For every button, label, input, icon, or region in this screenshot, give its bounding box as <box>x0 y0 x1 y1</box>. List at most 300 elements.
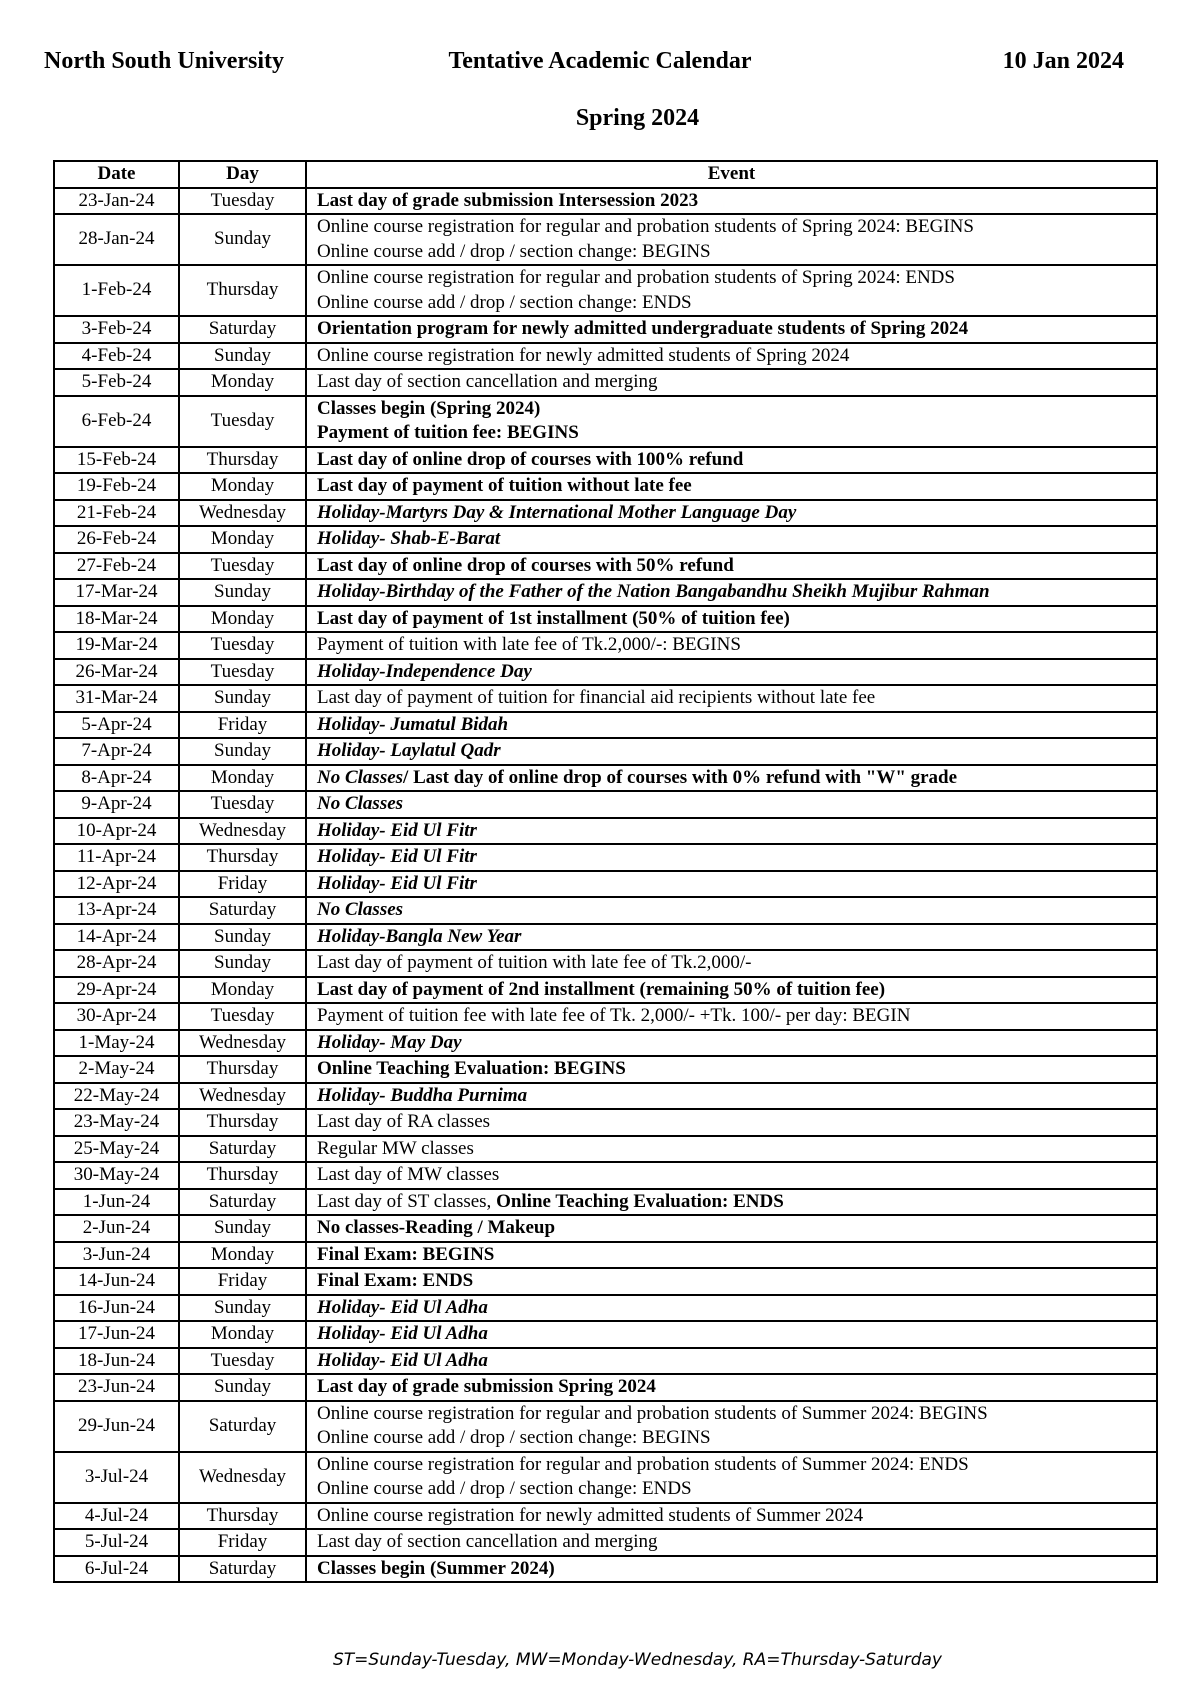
date-cell: 7-Apr-24 <box>54 738 179 765</box>
event-cell <box>306 844 1157 871</box>
table-row <box>54 1030 1157 1057</box>
event-text: Payment of tuition fee: BEGINS <box>317 422 579 443</box>
date-cell: 31-Mar-24 <box>54 685 179 712</box>
event-line <box>317 1504 1148 1529</box>
table-row <box>54 1503 1157 1530</box>
day-cell: Thursday <box>179 447 306 474</box>
event-line <box>317 1031 1148 1056</box>
table-row <box>54 369 1157 396</box>
table-row <box>54 396 1157 447</box>
event-text: Online Teaching Evaluation: ENDS <box>496 1190 784 1212</box>
day-cell: Thursday <box>179 1056 306 1083</box>
day-cell: Thursday <box>179 1503 306 1530</box>
date-cell: 22-May-24 <box>54 1083 179 1110</box>
table-row <box>54 343 1157 370</box>
event-text: Holiday- Eid Ul Adha <box>317 1349 488 1371</box>
date-cell: 12-Apr-24 <box>54 871 179 898</box>
event-cell <box>306 1348 1157 1375</box>
event-cell <box>306 1503 1157 1530</box>
event-cell <box>306 214 1157 265</box>
event-cell <box>306 818 1157 845</box>
event-text: Last day of payment of tuition without late fee <box>317 475 692 496</box>
event-line <box>317 1322 1148 1347</box>
event-cell <box>306 1162 1157 1189</box>
event-text: Last day of payment of 1st installment (50% of tuition fee) <box>317 607 790 629</box>
table-row <box>54 500 1157 527</box>
day-cell: Wednesday <box>179 818 306 845</box>
table-row <box>54 1242 1157 1269</box>
day-cell: Monday <box>179 765 306 792</box>
day-cell: Tuesday <box>179 791 306 818</box>
table-row <box>54 950 1157 977</box>
table-row <box>54 818 1157 845</box>
table-row <box>54 1374 1157 1401</box>
event-text: Last day of payment of tuition for financial aid recipients without late fee <box>317 687 876 708</box>
term-title: Spring 2024 <box>575 105 700 131</box>
table-row <box>54 473 1157 500</box>
event-line <box>317 554 1148 579</box>
date-cell: 25-May-24 <box>54 1136 179 1163</box>
event-text: Holiday- Eid Ul Adha <box>317 1296 488 1318</box>
event-line <box>317 713 1148 738</box>
event-cell <box>306 1109 1157 1136</box>
event-line <box>317 1557 1148 1582</box>
event-cell <box>306 924 1157 951</box>
event-text: Holiday- Eid Ul Fitr <box>317 846 477 867</box>
date-cell: 26-Feb-24 <box>54 526 179 553</box>
event-line <box>317 633 1148 658</box>
event-cell <box>306 1030 1157 1057</box>
date-cell: 14-Apr-24 <box>54 924 179 951</box>
event-line <box>317 925 1148 950</box>
date-cell: 21-Feb-24 <box>54 500 179 527</box>
event-cell <box>306 1321 1157 1348</box>
event-line <box>317 397 1148 422</box>
column-header-event: Event <box>306 161 1157 188</box>
day-cell: Saturday <box>179 316 306 343</box>
date-cell: 6-Jul-24 <box>54 1556 179 1583</box>
event-text: Last day of section cancellation and merging <box>317 371 658 392</box>
table-row <box>54 265 1157 316</box>
event-text: Last day of ST classes, <box>317 1190 497 1212</box>
event-cell <box>306 188 1157 215</box>
event-line <box>317 607 1148 632</box>
date-cell: 28-Jan-24 <box>54 214 179 265</box>
event-cell <box>306 791 1157 818</box>
event-cell <box>306 1215 1157 1242</box>
event-cell <box>306 1056 1157 1083</box>
date-cell: 13-Apr-24 <box>54 897 179 924</box>
event-line <box>317 344 1148 369</box>
day-cell: Thursday <box>179 265 306 316</box>
event-text: Holiday- Eid Ul Fitr <box>317 819 477 841</box>
event-line <box>317 1453 1148 1478</box>
table-header-row <box>54 161 1157 188</box>
footer-legend: ST=Sunday-Tuesday, MW=Monday-Wednesday, RA=Thursday-Saturday <box>333 1650 942 1670</box>
table-row <box>54 871 1157 898</box>
event-text: No Classes <box>317 793 404 814</box>
date-cell: 11-Apr-24 <box>54 844 179 871</box>
event-text: Payment of tuition fee with late fee of Tk. 2,000/- +Tk. 100/- per day: BEGIN <box>317 1005 911 1026</box>
day-cell: Sunday <box>179 579 306 606</box>
day-cell: Wednesday <box>179 1083 306 1110</box>
column-header-day: Day <box>179 161 306 188</box>
event-line <box>317 1004 1148 1029</box>
event-line <box>317 370 1148 395</box>
event-text: Online course registration for regular and probation students of Spring 2024: ENDS <box>317 267 955 288</box>
event-cell <box>306 265 1157 316</box>
table-row <box>54 1136 1157 1163</box>
day-cell: Wednesday <box>179 500 306 527</box>
event-line <box>317 845 1148 870</box>
day-cell: Monday <box>179 977 306 1004</box>
university-name: North South University <box>44 48 285 74</box>
day-cell: Monday <box>179 526 306 553</box>
event-cell <box>306 950 1157 977</box>
table-row <box>54 1056 1157 1083</box>
event-cell <box>306 526 1157 553</box>
event-text: Final Exam: ENDS <box>317 1270 474 1291</box>
event-line <box>317 1402 1148 1427</box>
date-cell: 23-May-24 <box>54 1109 179 1136</box>
event-text: Online course registration for regular and probation students of Summer 2024: ENDS <box>317 1453 969 1475</box>
day-cell: Sunday <box>179 214 306 265</box>
date-cell: 9-Apr-24 <box>54 791 179 818</box>
table-row <box>54 632 1157 659</box>
event-text: Online course add / drop / section change: BEGINS <box>317 240 711 262</box>
date-cell: 3-Feb-24 <box>54 316 179 343</box>
event-cell <box>306 447 1157 474</box>
event-line <box>317 872 1148 897</box>
event-cell <box>306 606 1157 633</box>
table-row <box>54 188 1157 215</box>
event-text: Last day of grade submission Spring 2024 <box>317 1376 656 1397</box>
event-cell <box>306 369 1157 396</box>
table-row <box>54 526 1157 553</box>
date-cell: 18-Mar-24 <box>54 606 179 633</box>
date-cell: 30-Apr-24 <box>54 1003 179 1030</box>
event-cell <box>306 1374 1157 1401</box>
date-cell: 1-Jun-24 <box>54 1189 179 1216</box>
event-text: Final Exam: BEGINS <box>317 1243 495 1265</box>
table-row <box>54 1215 1157 1242</box>
table-row <box>54 606 1157 633</box>
event-cell <box>306 1295 1157 1322</box>
date-cell: 5-Jul-24 <box>54 1529 179 1556</box>
event-cell <box>306 712 1157 739</box>
table-row <box>54 1268 1157 1295</box>
event-line <box>317 1349 1148 1374</box>
day-cell: Sunday <box>179 1215 306 1242</box>
event-text: Online course registration for regular and probation students of Spring 2024: BEGINS <box>317 216 974 237</box>
table-row <box>54 765 1157 792</box>
table-row <box>54 1529 1157 1556</box>
event-line <box>317 1530 1148 1555</box>
day-cell: Sunday <box>179 950 306 977</box>
date-cell: 19-Mar-24 <box>54 632 179 659</box>
event-text: Online course add / drop / section change: ENDS <box>317 291 692 313</box>
day-cell: Monday <box>179 369 306 396</box>
event-text: Last day of online drop of courses with 100% refund <box>317 448 744 470</box>
event-text: Holiday- Eid Ul Adha <box>317 1323 488 1344</box>
table-row <box>54 977 1157 1004</box>
event-cell <box>306 396 1157 447</box>
table-row <box>54 579 1157 606</box>
day-cell: Tuesday <box>179 396 306 447</box>
event-line <box>317 215 1148 240</box>
day-cell: Wednesday <box>179 1452 306 1503</box>
event-line <box>317 474 1148 499</box>
table-row <box>54 1348 1157 1375</box>
event-line <box>317 501 1148 526</box>
day-cell: Friday <box>179 1529 306 1556</box>
event-text: Holiday-Birthday of the Father of the Nation Bangabandhu Sheikh Mujibur Rahman <box>317 581 990 602</box>
date-cell: 3-Jul-24 <box>54 1452 179 1503</box>
date-cell: 6-Feb-24 <box>54 396 179 447</box>
table-row <box>54 897 1157 924</box>
table-row <box>54 214 1157 265</box>
event-line <box>317 1057 1148 1082</box>
event-cell <box>306 343 1157 370</box>
event-cell <box>306 897 1157 924</box>
event-line <box>317 527 1148 552</box>
table-row <box>54 1003 1157 1030</box>
event-cell <box>306 1556 1157 1583</box>
event-line <box>317 1137 1148 1162</box>
event-line <box>317 1084 1148 1109</box>
event-text: Holiday- Buddha Purnima <box>317 1084 528 1106</box>
event-line <box>317 1477 1148 1502</box>
date-cell: 1-Feb-24 <box>54 265 179 316</box>
event-cell <box>306 765 1157 792</box>
event-cell <box>306 500 1157 527</box>
table-row <box>54 659 1157 686</box>
event-text: Last day of payment of 2nd installment (remaining 50% of tuition fee) <box>317 978 886 1000</box>
table-row <box>54 316 1157 343</box>
day-cell: Friday <box>179 712 306 739</box>
date-cell: 2-Jun-24 <box>54 1215 179 1242</box>
event-cell <box>306 1083 1157 1110</box>
date-cell: 26-Mar-24 <box>54 659 179 686</box>
event-line <box>317 580 1148 605</box>
day-cell: Saturday <box>179 1189 306 1216</box>
event-text: Online course registration for newly admitted students of Spring 2024 <box>317 344 850 366</box>
table-row <box>54 1189 1157 1216</box>
date-cell: 18-Jun-24 <box>54 1348 179 1375</box>
event-line <box>317 1190 1148 1215</box>
event-text: Online course add / drop / section change: ENDS <box>317 1478 692 1499</box>
event-text: No classes-Reading / Makeup <box>317 1217 556 1238</box>
event-cell <box>306 1003 1157 1030</box>
date-cell: 1-May-24 <box>54 1030 179 1057</box>
day-cell: Saturday <box>179 1556 306 1583</box>
event-line <box>317 686 1148 711</box>
event-text: Online Teaching Evaluation: BEGINS <box>317 1058 626 1079</box>
table-row <box>54 844 1157 871</box>
event-line <box>317 1375 1148 1400</box>
event-cell <box>306 738 1157 765</box>
day-cell: Sunday <box>179 343 306 370</box>
day-cell: Monday <box>179 473 306 500</box>
day-cell: Sunday <box>179 1295 306 1322</box>
date-cell: 28-Apr-24 <box>54 950 179 977</box>
event-cell <box>306 659 1157 686</box>
day-cell: Friday <box>179 871 306 898</box>
event-line <box>317 266 1148 291</box>
table-row <box>54 685 1157 712</box>
day-cell: Sunday <box>179 924 306 951</box>
event-text: Last day of RA classes <box>317 1111 491 1132</box>
event-line <box>317 739 1148 764</box>
date-cell: 8-Apr-24 <box>54 765 179 792</box>
date-cell: 23-Jan-24 <box>54 188 179 215</box>
event-text: Last day of section cancellation and merging <box>317 1531 658 1552</box>
table-row <box>54 1452 1157 1503</box>
event-line <box>317 792 1148 817</box>
day-cell: Tuesday <box>179 1348 306 1375</box>
day-cell: Monday <box>179 1321 306 1348</box>
event-line <box>317 1426 1148 1451</box>
event-text: Holiday- Jumatul Bidah <box>317 713 509 735</box>
table-row <box>54 712 1157 739</box>
event-text: Last day of grade submission Intersession 2023 <box>317 189 699 211</box>
date-cell: 4-Feb-24 <box>54 343 179 370</box>
event-cell <box>306 1401 1157 1452</box>
event-text: Holiday-Independence Day <box>317 660 532 682</box>
day-cell: Tuesday <box>179 659 306 686</box>
table-row <box>54 1295 1157 1322</box>
day-cell: Sunday <box>179 1374 306 1401</box>
date-cell: 2-May-24 <box>54 1056 179 1083</box>
column-header-date: Date <box>54 161 179 188</box>
event-line <box>317 240 1148 265</box>
day-cell: Saturday <box>179 1401 306 1452</box>
date-cell: 29-Apr-24 <box>54 977 179 1004</box>
event-text: Last day of MW classes <box>317 1164 500 1185</box>
day-cell: Tuesday <box>179 553 306 580</box>
date-cell: 5-Apr-24 <box>54 712 179 739</box>
date-cell: 15-Feb-24 <box>54 447 179 474</box>
event-text: Classes begin (Summer 2024) <box>317 1557 555 1579</box>
event-cell <box>306 1452 1157 1503</box>
event-cell <box>306 871 1157 898</box>
table-row <box>54 1556 1157 1583</box>
calendar-rows <box>54 188 1157 1583</box>
event-text: Holiday- Eid Ul Fitr <box>317 872 477 894</box>
event-line <box>317 660 1148 685</box>
day-cell: Sunday <box>179 685 306 712</box>
table-row <box>54 1083 1157 1110</box>
event-line <box>317 1296 1148 1321</box>
event-text: Online course registration for newly admitted students of Summer 2024 <box>317 1504 864 1526</box>
day-cell: Sunday <box>179 738 306 765</box>
event-text: Last day of online drop of courses with 50% refund <box>317 554 734 576</box>
event-text: / Last day of online drop of courses with 0% refund with "W" grade <box>403 766 958 788</box>
day-cell: Tuesday <box>179 632 306 659</box>
event-line <box>317 819 1148 844</box>
table-row <box>54 1109 1157 1136</box>
date-cell: 27-Feb-24 <box>54 553 179 580</box>
event-cell <box>306 316 1157 343</box>
table-row <box>54 553 1157 580</box>
event-line <box>317 291 1148 316</box>
event-text: No Classes <box>317 766 404 788</box>
event-text: Classes begin (Spring 2024) <box>317 397 541 419</box>
date-cell: 17-Jun-24 <box>54 1321 179 1348</box>
day-cell: Tuesday <box>179 188 306 215</box>
event-cell <box>306 1529 1157 1556</box>
event-cell <box>306 977 1157 1004</box>
event-line <box>317 1163 1148 1188</box>
event-line <box>317 766 1148 791</box>
event-line <box>317 448 1148 473</box>
event-line <box>317 898 1148 923</box>
event-line <box>317 421 1148 446</box>
day-cell: Thursday <box>179 1109 306 1136</box>
event-text: Regular MW classes <box>317 1137 474 1159</box>
event-text: No Classes <box>317 899 404 920</box>
event-cell <box>306 632 1157 659</box>
event-text: Holiday-Bangla New Year <box>317 925 522 947</box>
event-cell <box>306 1136 1157 1163</box>
date-cell: 14-Jun-24 <box>54 1268 179 1295</box>
event-line <box>317 317 1148 342</box>
day-cell: Thursday <box>179 1162 306 1189</box>
event-text: Holiday- Laylatul Qadr <box>317 740 501 761</box>
date-cell: 23-Jun-24 <box>54 1374 179 1401</box>
day-cell: Thursday <box>179 844 306 871</box>
day-cell: Saturday <box>179 1136 306 1163</box>
event-text: Last day of payment of tuition with late fee of Tk.2,000/- <box>317 952 752 973</box>
event-line <box>317 1216 1148 1241</box>
calendar-table <box>53 160 1158 1583</box>
date-cell: 10-Apr-24 <box>54 818 179 845</box>
document-date: 10 Jan 2024 <box>1002 48 1124 74</box>
event-line <box>317 189 1148 214</box>
event-cell <box>306 685 1157 712</box>
date-cell: 17-Mar-24 <box>54 579 179 606</box>
event-cell <box>306 1189 1157 1216</box>
table-row <box>54 791 1157 818</box>
event-line <box>317 978 1148 1003</box>
event-line <box>317 951 1148 976</box>
event-text: Payment of tuition with late fee of Tk.2,000/-: BEGINS <box>317 634 741 655</box>
event-line <box>317 1269 1148 1294</box>
day-cell: Monday <box>179 606 306 633</box>
date-cell: 5-Feb-24 <box>54 369 179 396</box>
event-line <box>317 1110 1148 1135</box>
table-row <box>54 1321 1157 1348</box>
date-cell: 29-Jun-24 <box>54 1401 179 1452</box>
event-cell <box>306 473 1157 500</box>
date-cell: 16-Jun-24 <box>54 1295 179 1322</box>
day-cell: Wednesday <box>179 1030 306 1057</box>
table-row <box>54 1401 1157 1452</box>
day-cell: Monday <box>179 1242 306 1269</box>
event-text: Online course add / drop / section change: BEGINS <box>317 1427 711 1448</box>
table-row <box>54 447 1157 474</box>
event-cell <box>306 553 1157 580</box>
day-cell: Tuesday <box>179 1003 306 1030</box>
table-row <box>54 738 1157 765</box>
date-cell: 30-May-24 <box>54 1162 179 1189</box>
event-cell <box>306 1242 1157 1269</box>
event-text: Holiday- May Day <box>317 1031 462 1053</box>
date-cell: 3-Jun-24 <box>54 1242 179 1269</box>
event-cell <box>306 1268 1157 1295</box>
event-text: Holiday-Martyrs Day & International Mother Language Day <box>317 501 797 523</box>
event-text: Orientation program for newly admitted undergraduate students of Spring 2024 <box>317 318 969 339</box>
